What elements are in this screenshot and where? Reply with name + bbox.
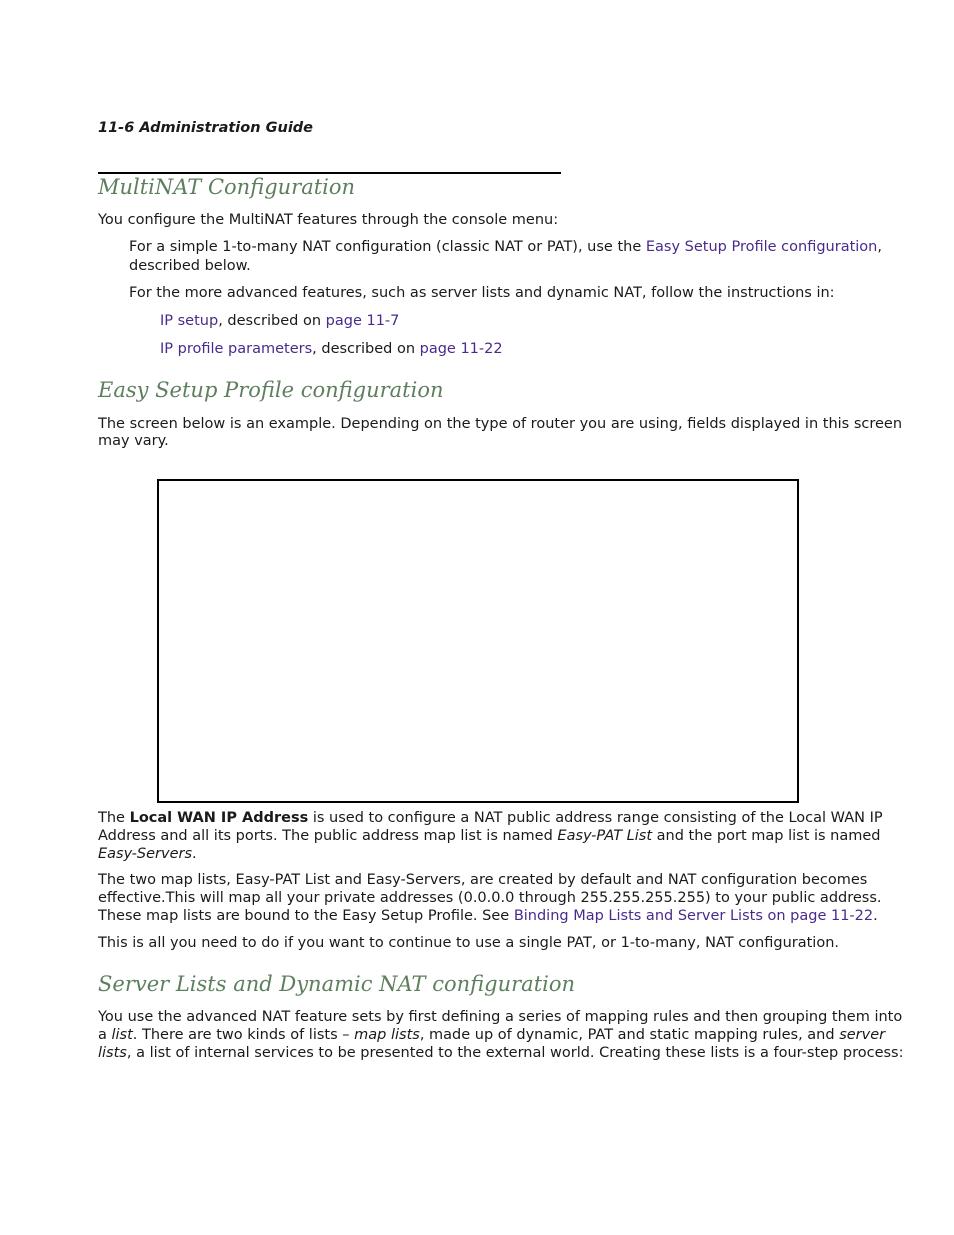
- wan-para-line2: [98, 827, 881, 845]
- p2l3b: .: [873, 908, 878, 924]
- maplist-para-line2: effective.This will map all your private addresses (0.0.0.0 through 255.255.255.255) to your public address.: [98, 890, 882, 906]
- wan-para-line1: [98, 809, 883, 827]
- server-lists-line3: [98, 1044, 903, 1062]
- p1l2b: and the port map list is named: [652, 828, 881, 844]
- lists-term: lists: [98, 1045, 127, 1061]
- maplist-para-line3: [98, 907, 878, 925]
- page-11-22-link[interactable]: page 11-22: [419, 341, 503, 357]
- multinat-intro: You configure the MultiNAT features through the console menu:: [98, 212, 559, 228]
- multinat-heading: MultiNAT Configuration: [98, 175, 356, 199]
- wan-para-line3: [98, 845, 197, 863]
- multinat-item-2: For the more advanced features, such as server lists and dynamic NAT, follow the instructions in:: [129, 285, 835, 301]
- item1-text: For a simple 1-to-many NAT configuration (classic NAT or PAT), use the: [129, 239, 646, 255]
- server-lists-heading: Server Lists and Dynamic NAT configuration: [98, 972, 576, 996]
- local-wan-ip-term: Local WAN IP Address: [129, 810, 309, 826]
- easy-servers-term: Easy-Servers: [98, 846, 193, 862]
- list-term: list: [111, 1027, 133, 1043]
- page-11-7-link[interactable]: page 11-7: [325, 313, 400, 329]
- p1l3b: .: [192, 846, 197, 862]
- sl3b: , a list of internal services to be presented to the external world. Creating these lists is a four-step process:: [126, 1045, 904, 1061]
- sub2-mid: , described on: [312, 341, 420, 357]
- multinat-item-1: [129, 238, 882, 256]
- sl2c: , made up of dynamic, PAT and static mapping rules, and: [419, 1027, 840, 1043]
- item1-comma: ,: [877, 239, 882, 255]
- sub-item-ip-setup: [160, 312, 399, 330]
- p1a: The: [98, 810, 130, 826]
- maplist-para-line1: The two map lists, Easy-PAT List and Easy-Servers, are created by default and NAT configuration becomes: [98, 872, 868, 888]
- sl2b: . There are two kinds of lists –: [132, 1027, 355, 1043]
- single-pat-para: This is all you need to do if you want to continue to use a single PAT, or 1-to-many, NAT configuration.: [98, 935, 839, 951]
- easy-pat-term: Easy-PAT List: [557, 828, 653, 844]
- server-lists-line2: [98, 1026, 885, 1044]
- ip-profile-parameters-link[interactable]: IP profile parameters: [160, 341, 313, 357]
- p1b: is used to configure a NAT public address range consisting of the Local WAN IP: [308, 810, 883, 826]
- map-lists-term: map lists: [354, 1027, 420, 1043]
- sub1-mid: , described on: [218, 313, 326, 329]
- server-term: server: [839, 1027, 886, 1043]
- easy-setup-intro-2: may vary.: [98, 433, 169, 449]
- multinat-item-1-line2: described below.: [129, 258, 251, 274]
- p2l3a: These map lists are bound to the Easy Setup Profile. See: [98, 908, 514, 924]
- server-lists-line1: You use the advanced NAT feature sets by first defining a series of mapping rules and then grouping them into: [98, 1009, 903, 1025]
- easy-setup-link[interactable]: Easy Setup Profile configuration: [645, 239, 878, 255]
- easy-setup-intro-1: The screen below is an example. Depending on the type of router you are using, fields displayed in this screen: [98, 416, 903, 432]
- sub-item-ip-profile: [160, 340, 503, 358]
- binding-map-lists-link[interactable]: Binding Map Lists and Server Lists on page 11-22: [513, 908, 874, 924]
- p1l2a: Address and all its ports. The public address map list is named: [98, 828, 558, 844]
- screen-example-frame: [157, 479, 799, 803]
- sl2a: a: [98, 1027, 112, 1043]
- running-header: 11-6 Administration Guide: [98, 120, 314, 136]
- easy-setup-heading: Easy Setup Profile configuration: [98, 378, 444, 402]
- ip-setup-link[interactable]: IP setup: [160, 313, 219, 329]
